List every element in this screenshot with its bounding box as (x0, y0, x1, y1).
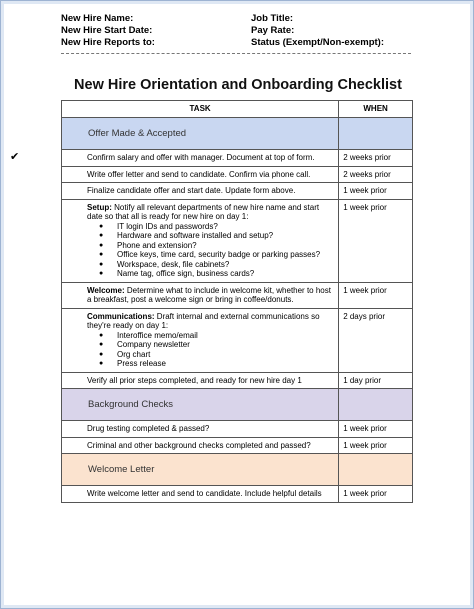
table-row (62, 183, 413, 200)
section-when-cell (339, 454, 413, 486)
table-row (62, 199, 413, 282)
table-row (62, 166, 413, 183)
section-row (62, 118, 413, 150)
table-row (62, 282, 413, 308)
field-new-hire-reports-to[interactable]: New Hire Reports to: (61, 37, 155, 48)
section-row (62, 454, 413, 486)
table-row (62, 372, 413, 389)
table-header-row (62, 101, 413, 118)
header-left-column (61, 13, 155, 49)
when-cell: 2 weeks prior (339, 166, 413, 183)
bullet-list (99, 222, 335, 279)
task-text: Criminal and other background checks completed and passed? (87, 440, 311, 450)
bullet-item: ● Phone and extension? (99, 241, 335, 251)
field-new-hire-name[interactable]: New Hire Name: (61, 13, 134, 24)
task-cell (62, 166, 339, 183)
when-cell: 1 week prior (339, 437, 413, 454)
task-cell (62, 437, 339, 454)
when-cell: 1 week prior (339, 282, 413, 308)
when-cell: 1 week prior (339, 421, 413, 438)
task-cell (62, 372, 339, 389)
task-lead-label: Welcome: (87, 285, 125, 295)
bullet-item: ● Press release (99, 359, 335, 369)
task-column-header: TASK (62, 101, 339, 118)
header-right-column (251, 13, 384, 49)
bullet-item: ● Name tag, office sign, business cards? (99, 269, 335, 279)
dashed-divider (61, 53, 411, 54)
section-title: Background Checks (62, 389, 339, 421)
task-text: Confirm salary and offer with manager. Document at top of form. (87, 153, 315, 162)
task-cell (62, 282, 339, 308)
when-cell: 1 week prior (339, 183, 413, 200)
table-row (62, 150, 413, 167)
task-text: Finalize candidate offer and start date. Update form above. (87, 186, 296, 195)
task-text: Write welcome letter and send to candidate. Include helpful details (87, 489, 322, 498)
task-text: Verify all prior steps completed, and ready for new hire day 1 (87, 375, 302, 385)
task-lead-label: Communications: (87, 311, 155, 321)
bullet-item: ● Workspace, desk, file cabinets? (99, 260, 335, 270)
task-cell (62, 486, 339, 503)
bullet-item: ● Company newsletter (99, 340, 335, 350)
bullet-item: ● Org chart (99, 350, 335, 360)
task-cell (62, 421, 339, 438)
when-column-header: WHEN (339, 101, 413, 118)
task-cell (10, 150, 339, 167)
task-text: Determine what to include in welcome kit, whether to host a breakfast, post a welcome sign or bring in coffee/donuts. (87, 285, 331, 304)
table-row (62, 486, 413, 503)
section-title: Offer Made & Accepted (62, 118, 339, 150)
task-text: Draft internal and external communications so they're ready on day 1: (87, 311, 320, 330)
field-pay-rate[interactable]: Pay Rate: (251, 25, 295, 36)
when-cell: 1 day prior (339, 372, 413, 389)
task-text: Drug testing completed & passed? (87, 424, 210, 433)
section-title: Welcome Letter (62, 454, 339, 486)
field-job-title[interactable]: Job Title: (251, 13, 294, 24)
when-cell: 1 week prior (339, 199, 413, 282)
page-title: New Hire Orientation and Onboarding Checklist (74, 77, 402, 93)
when-cell: 1 week prior (339, 486, 413, 503)
field-status[interactable]: Status (Exempt/Non-exempt): (251, 37, 385, 48)
section-when-cell (339, 118, 413, 150)
when-cell: 2 weeks prior (339, 150, 413, 167)
task-text: Notify all relevant departments of new hire name and start date so that all is ready for new hire on day 1: (87, 202, 320, 221)
section-when-cell (339, 389, 413, 421)
table-row (62, 437, 413, 454)
bullet-list (99, 331, 335, 369)
task-cell (62, 308, 339, 372)
bullet-item: ● IT login IDs and passwords? (99, 222, 335, 232)
bullet-item: ● Interoffice memo/email (99, 331, 335, 341)
checkmark-icon[interactable]: ✔ (10, 151, 20, 163)
when-cell: 2 days prior (339, 308, 413, 372)
section-row (62, 389, 413, 421)
checklist-body (10, 118, 413, 503)
task-cell (62, 199, 339, 282)
table-row (62, 421, 413, 438)
bullet-item: ● Hardware and software installed and setup? (99, 231, 335, 241)
task-text: Write offer letter and send to candidate. Confirm via phone call. (87, 169, 311, 179)
task-cell (62, 183, 339, 200)
field-new-hire-start-date[interactable]: New Hire Start Date: (61, 25, 153, 36)
task-lead-label: Setup: (87, 202, 112, 212)
table-row (62, 308, 413, 372)
checklist-table (10, 100, 413, 503)
bullet-item: ● Office keys, time card, security badge or parking passes? (99, 250, 335, 260)
